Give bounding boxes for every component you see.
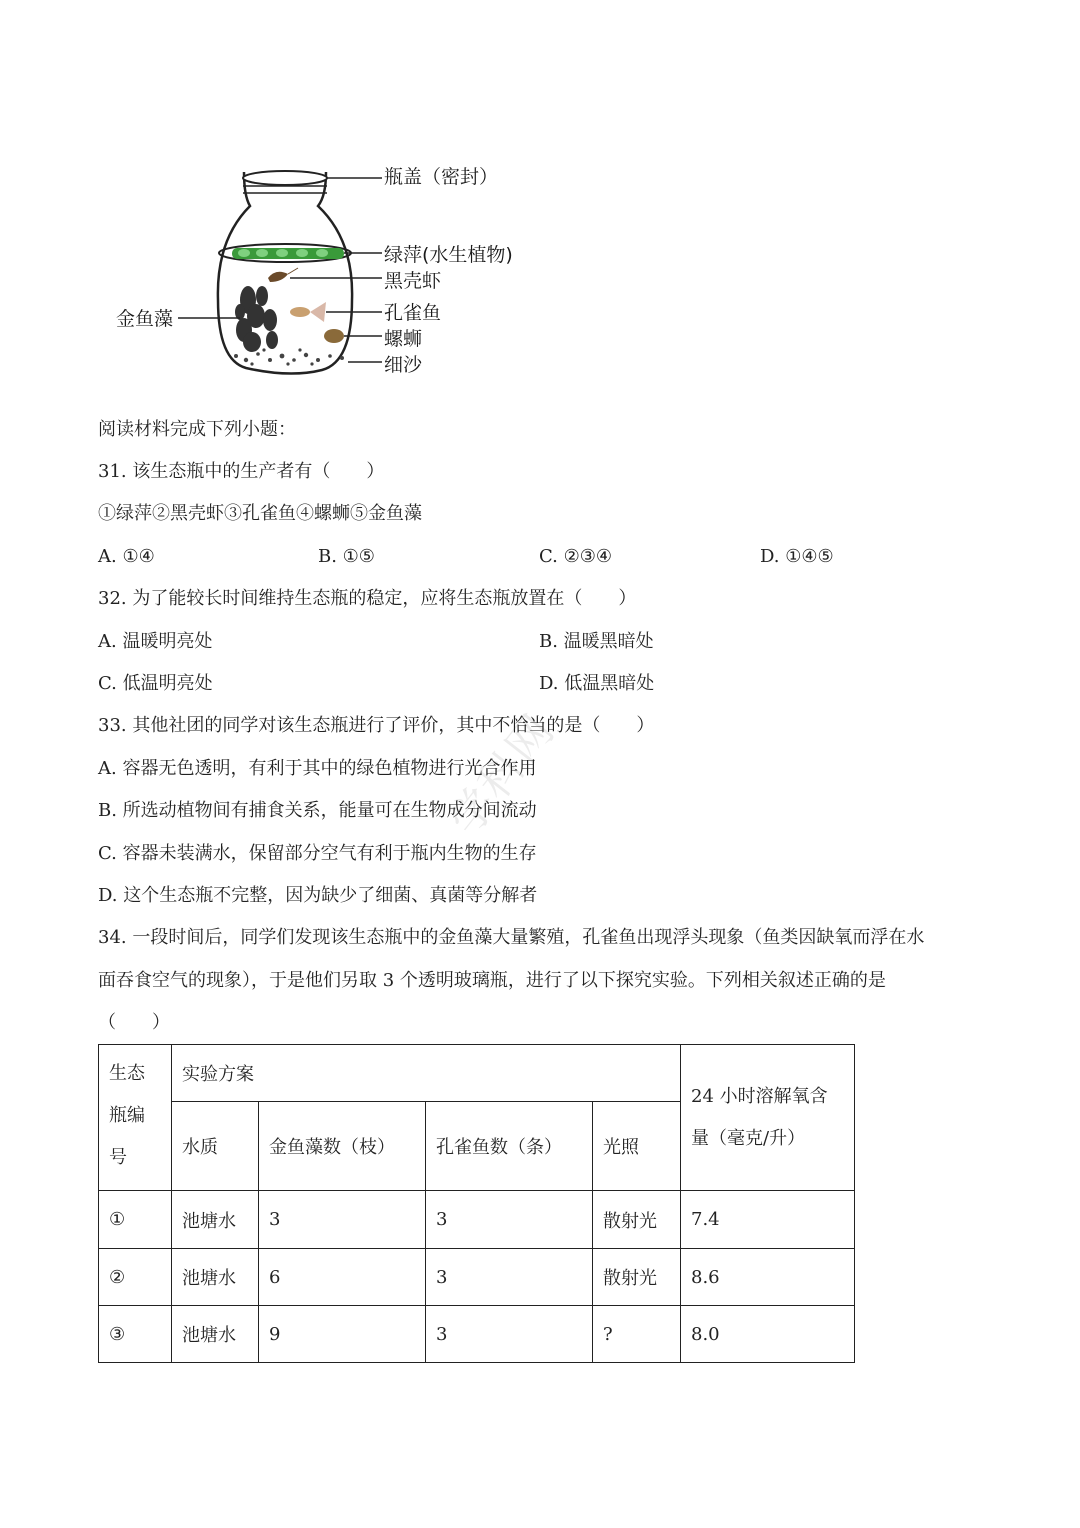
- cell: ?: [593, 1306, 681, 1363]
- cell: ③: [99, 1306, 172, 1363]
- q31-items: ①绿萍②黑壳虾③孔雀鱼④螺蛳⑤金鱼藻: [98, 503, 422, 524]
- hornwort-label: 金鱼藻: [116, 308, 174, 330]
- cell: 8.6: [681, 1249, 855, 1306]
- duckweed-icon: [232, 248, 344, 259]
- q31-stem: 31. 该生态瓶中的生产者有（ ）: [98, 461, 385, 482]
- cell: 3: [426, 1191, 593, 1249]
- cell: 3: [259, 1191, 426, 1249]
- cell: 9: [259, 1306, 426, 1363]
- cell: 池塘水: [172, 1249, 259, 1306]
- sand-label: 细沙: [384, 354, 423, 376]
- q33-stem: 33. 其他社团的同学对该生态瓶进行了评价，其中不恰当的是（ ）: [98, 715, 655, 736]
- header-bottle-no: 生态 瓶编 号: [99, 1045, 172, 1191]
- snail-label: 螺蛳: [384, 328, 423, 350]
- shrimp-icon: [268, 268, 298, 282]
- cell: 3: [426, 1249, 593, 1306]
- cell: 7.4: [681, 1191, 855, 1249]
- q33-option-d: D. 这个生态瓶不完整，因为缺少了细菌、真菌等分解者: [98, 885, 538, 906]
- q34-line-3: （ ）: [98, 1012, 170, 1033]
- intro-text: 阅读材料完成下列小题：: [98, 419, 296, 440]
- q32-option-c: C. 低温明亮处: [98, 673, 213, 694]
- cell: ②: [99, 1249, 172, 1306]
- q31-option-a: A. ①④: [98, 546, 155, 567]
- cell: ①: [99, 1191, 172, 1249]
- q32-stem: 32. 为了能较长时间维持生态瓶的稳定，应将生态瓶放置在（ ）: [98, 588, 637, 609]
- experiment-table: [98, 1044, 855, 1363]
- header-water: 水质: [172, 1102, 259, 1191]
- header-oxygen: 24 小时溶解氧含 量（毫克/升）: [681, 1045, 855, 1191]
- q31-option-c: C. ②③④: [539, 546, 612, 567]
- table-row: [99, 1191, 855, 1249]
- cell: 池塘水: [172, 1191, 259, 1249]
- q32-option-b: B. 温暖黑暗处: [539, 631, 654, 652]
- cell: 8.0: [681, 1306, 855, 1363]
- lid-label: 瓶盖（密封）: [384, 166, 499, 188]
- q31-option-b: B. ①⑤: [318, 546, 375, 567]
- q33-option-a: A. 容器无色透明，有利于其中的绿色植物进行光合作用: [98, 758, 537, 779]
- table-row: [99, 1249, 855, 1306]
- header-hornwort-count: 金鱼藻数（枝）: [259, 1102, 426, 1191]
- duckweed-label: 绿萍(水生植物): [384, 244, 513, 266]
- hornwort-icon: [235, 286, 278, 352]
- cell: 6: [259, 1249, 426, 1306]
- snail-icon: [324, 329, 344, 343]
- header-guppy-count: 孔雀鱼数（条）: [426, 1102, 593, 1191]
- shrimp-label: 黑壳虾: [384, 270, 442, 292]
- guppy-icon: [290, 302, 326, 322]
- table-row: [99, 1306, 855, 1363]
- q32-option-d: D. 低温黑暗处: [539, 673, 655, 694]
- q33-option-b: B. 所选动植物间有捕食关系，能量可在生物成分间流动: [98, 800, 537, 821]
- q34-line-2: 面吞食空气的现象），于是他们另取 3 个透明玻璃瓶，进行了以下探究实验。下列相关叙述正确的是: [98, 970, 886, 991]
- q34-line-1: 34. 一段时间后，同学们发现该生态瓶中的金鱼藻大量繁殖，孔雀鱼出现浮头现象（鱼类因缺氧而浮在水: [98, 927, 925, 948]
- cell: 散射光: [593, 1191, 681, 1249]
- q32-option-a: A. 温暖明亮处: [98, 631, 213, 652]
- header-plan: 实验方案: [172, 1045, 681, 1102]
- cell: 散射光: [593, 1249, 681, 1306]
- q31-option-d: D. ①④⑤: [760, 546, 834, 567]
- guppy-label: 孔雀鱼: [384, 302, 442, 324]
- eco-bottle-diagram: [0, 0, 600, 410]
- cell: 池塘水: [172, 1306, 259, 1363]
- cell: 3: [426, 1306, 593, 1363]
- jar-lid-top: [243, 171, 327, 185]
- q33-option-c: C. 容器未装满水，保留部分空气有利于瓶内生物的生存: [98, 843, 537, 864]
- watermark: 学科网: [439, 704, 566, 845]
- header-light: 光照: [593, 1102, 681, 1191]
